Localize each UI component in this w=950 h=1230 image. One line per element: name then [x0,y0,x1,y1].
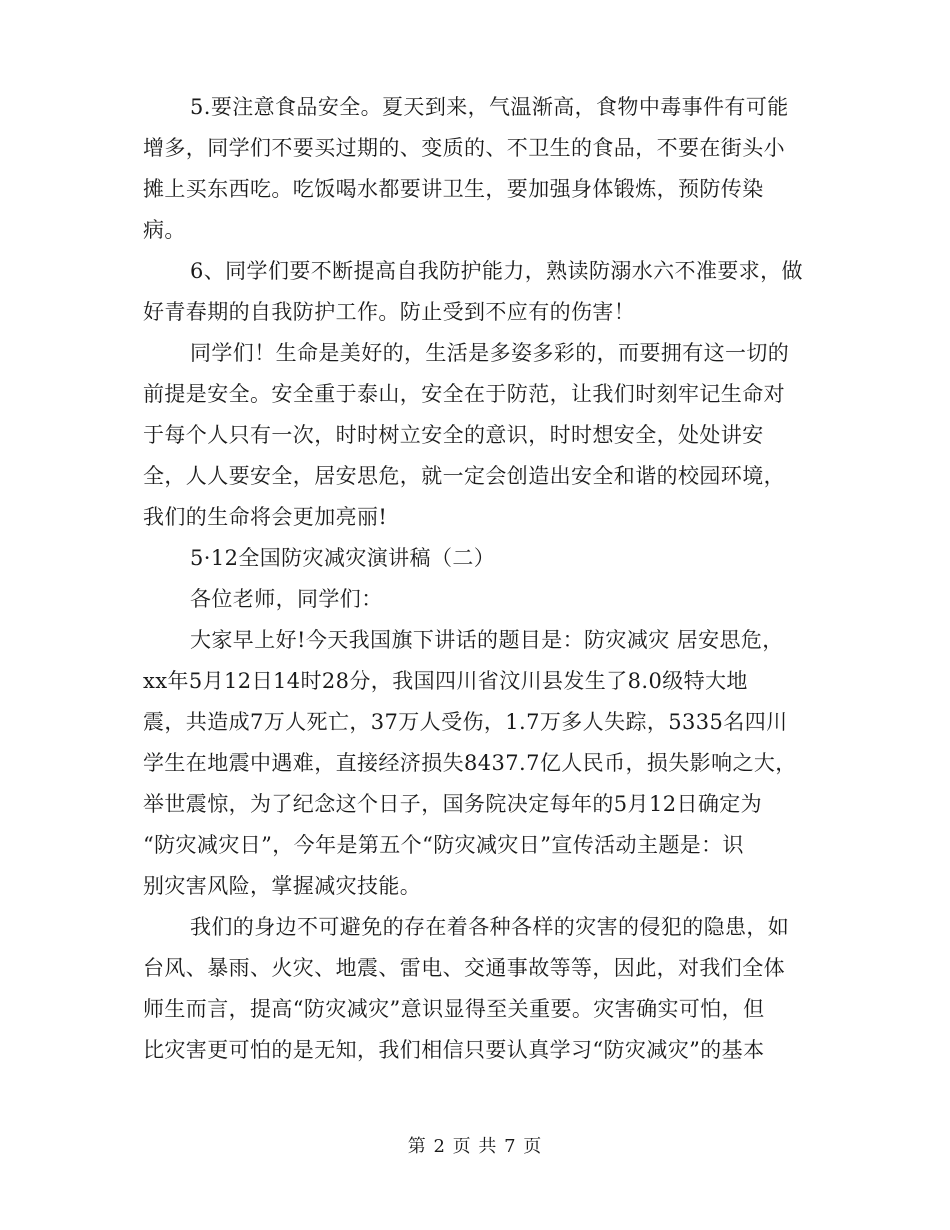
body-line: 于每个人只有一次，时时树立安全的意识，时时想安全，处处讲安 [143,423,764,447]
body-line: 病。 [143,218,186,242]
body-line: 举世震惊，为了纪念这个日子，国务院决定每年的5月12日确定为 [143,792,763,816]
body-line: 增多，同学们不要买过期的、变质的、不卫生的食品，不要在街头小 [143,136,785,160]
body-line: 我们的身边不可避免的存在着各种各样的灾害的侵犯的隐患，如 [190,915,790,939]
body-line: 台风、暴雨、火灾、地震、雷电、交通事故等等，因此，对我们全体 [143,956,785,980]
body-line: 同学们！生命是美好的，生活是多姿多彩的，而要拥有这一切的 [190,341,790,365]
body-line: 比灾害更可怕的是无知，我们相信只要认真学习“防灾减灾”的基本 [143,1038,765,1062]
body-line: xx年5月12日14时28分，我国四川省汶川县发生了8.0级特大地 [143,669,748,693]
body-line: 全，人人要安全，居安思危，就一定会创造出安全和谐的校园环境， [143,464,785,488]
body-line: 前提是安全。安全重于泰山，安全在于防范，让我们时刻牢记生命对 [143,382,785,406]
body-line: 师生而言，提高“防灾减灾”意识显得至关重要。灾害确实可怕，但 [143,997,765,1021]
body-line: 摊上买东西吃。吃饭喝水都要讲卫生，要加强身体锻炼，预防传染 [143,177,764,201]
section-heading: 5·12全国防灾减灾演讲稿（二） [190,546,496,570]
body-line: 我们的生命将会更加亮丽! [143,505,388,529]
body-line: 大家早上好!今天我国旗下讲话的题目是：防灾减灾 居安思危， [190,628,784,652]
salutation: 各位老师，同学们： [190,587,383,611]
body-line: 震，共造成7万人死亡，37万人受伤，1.7万多人失踪，5335名四川 [143,710,788,734]
body-line: 5.要注意食品安全。夏天到来，气温渐高，食物中毒事件有可能 [190,95,789,119]
body-line: 好青春期的自我防护工作。防止受到不应有的伤害！ [143,300,636,324]
body-line: “防灾减灾日”，今年是第五个“防灾减灾日”宣传活动主题是：识 [143,833,744,857]
body-line: 学生在地震中遇难，直接经济损失8437.7亿人民币，损失影响之大， [143,751,797,775]
page-number: 第 2 页 共 7 页 [407,1136,543,1157]
body-line: 6、同学们要不断提高自我防护能力，熟读防溺水六不准要求，做 [190,259,803,283]
body-line: 别灾害风险，掌握减灾技能。 [143,874,422,898]
